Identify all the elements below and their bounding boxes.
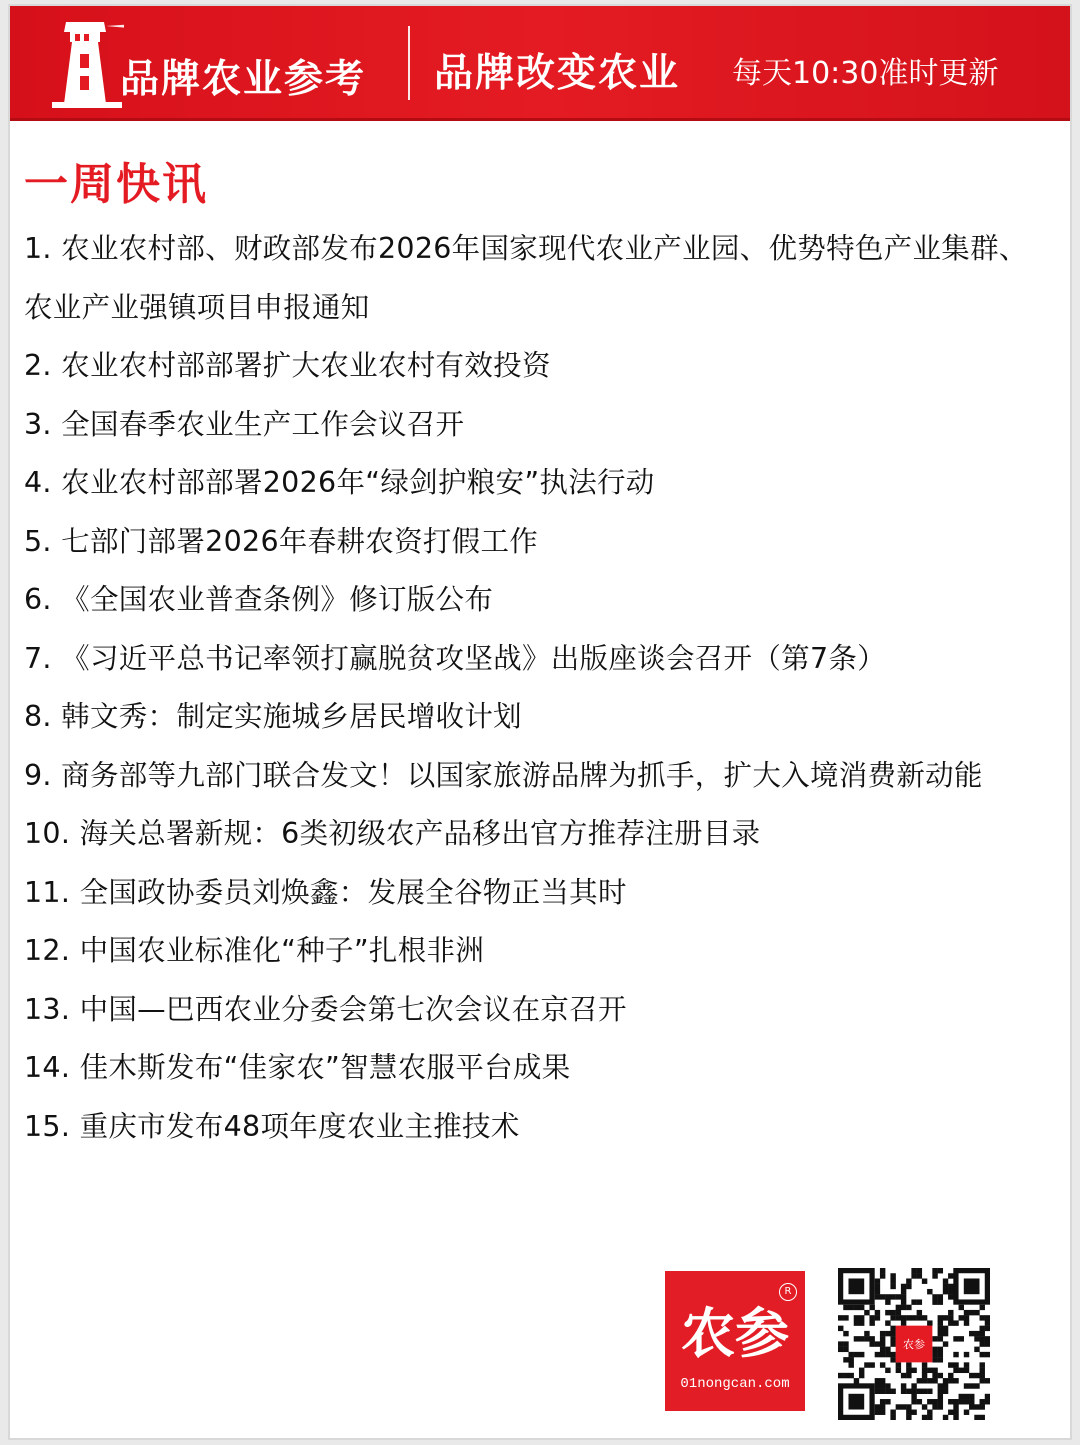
news-item[interactable]: 6. 《全国农业普查条例》修订版公布 — [24, 583, 494, 616]
news-item[interactable]: 11. 全国政协委员刘焕鑫：发展全谷物正当其时 — [24, 875, 627, 909]
registered-mark: R — [779, 1283, 797, 1301]
news-item[interactable]: 12. 中国农业标准化“种子”扎根非洲 — [24, 934, 485, 967]
news-item[interactable]: 4. 农业农村部部署2026年“绿剑护粮安”执法行动 — [24, 466, 655, 499]
news-item[interactable]: 5. 七部门部署2026年春耕农资打假工作 — [24, 524, 539, 558]
qr-center-text: 农参 — [903, 1338, 925, 1352]
news-item[interactable]: 9. 商务部等九部门联合发文！以国家旅游品牌为抓手，扩大入境消费新动能 — [24, 758, 983, 792]
update-time: 每天10:30准时更新 — [732, 56, 999, 91]
logo-text: 农参 — [681, 1301, 789, 1365]
page-frame — [8, 4, 1072, 1440]
news-item[interactable]: 3. 全国春季农业生产工作会议召开 — [24, 407, 465, 441]
brand-slogan: 品牌改变农业 — [434, 51, 681, 96]
news-item[interactable]: 10. 海关总署新规：6类初级农产品移出官方推荐注册目录 — [24, 817, 761, 850]
qr-code[interactable] — [838, 1268, 990, 1420]
news-item[interactable]: 15. 重庆市发布48项年度农业主推技术 — [24, 1109, 520, 1143]
section-title: 一周快讯 — [24, 159, 208, 210]
nongcan-logo — [665, 1271, 805, 1411]
news-item[interactable]: 2. 农业农村部部署扩大农业农村有效投资 — [24, 349, 551, 382]
news-item[interactable]: 1. 农业农村部、财政部发布2026年国家现代农业产业园、优势特色产业集群、农业产业强镇项目申报通知 — [24, 232, 1028, 324]
logo-url: 01nongcan.com — [680, 1376, 790, 1392]
news-item[interactable]: 14. 佳木斯发布“佳家农”智慧农服平台成果 — [24, 1051, 571, 1084]
header-banner — [10, 6, 1070, 121]
news-item[interactable]: 8. 韩文秀：制定实施城乡居民增收计划 — [24, 700, 522, 733]
news-list — [24, 220, 1054, 1156]
header-divider — [408, 26, 410, 100]
news-item[interactable]: 7. 《习近平总书记率领打赢脱贫攻坚战》出版座谈会召开（第7条） — [24, 641, 886, 675]
news-item[interactable]: 13. 中国—巴西农业分委会第七次会议在京召开 — [24, 992, 627, 1026]
lighthouse-icon — [44, 14, 124, 114]
brand-reference: 品牌农业参考 — [120, 57, 367, 102]
